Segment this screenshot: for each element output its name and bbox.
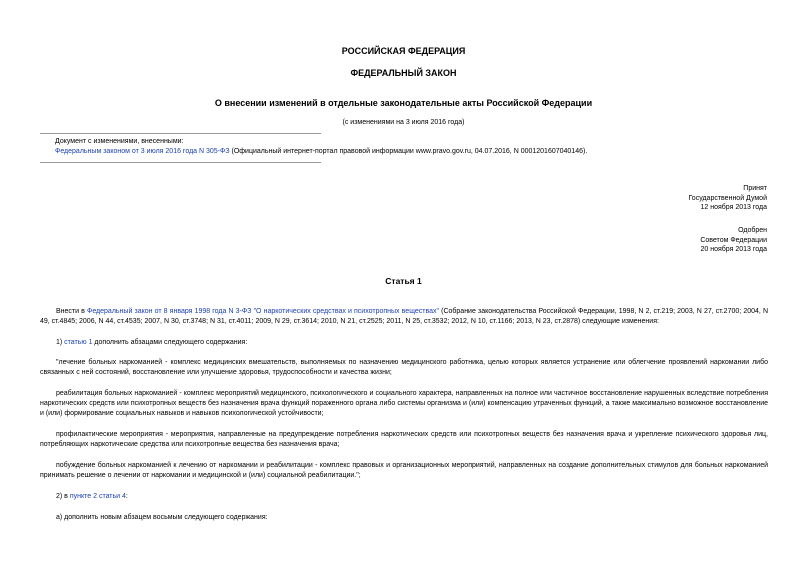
changes-label: Документ с изменениями, внесенными: xyxy=(55,138,184,145)
adopted-date: 12 ноября 2013 года xyxy=(700,204,767,211)
adopted-body: Государственной Думой xyxy=(688,194,767,202)
changes-top-rule xyxy=(40,133,321,134)
law-type-heading: ФЕДЕРАЛЬНЫЙ ЗАКОН xyxy=(350,68,457,78)
narcotics-law-link[interactable]: Федеральный закон от 8 января 1998 года N 3-ФЗ "О наркотических средствах и психотропных веществах" xyxy=(87,308,439,315)
definition-motivation: побуждение больных наркоманией к лечению от наркомании и реабилитации - комплекс правовых и организационных мероприятий, направленных на создание дополнительных стимулов для больных наркоманией принимать решение о лечении от наркомании и медицинской и (или) социальной реабилитации."; xyxy=(40,462,768,480)
article-paragraph-1 xyxy=(40,307,768,327)
item-1 xyxy=(40,338,768,348)
article-heading: Статья 1 xyxy=(385,276,422,286)
document-title: О внесении изменений в отдельные законодательные акты Российской Федерации xyxy=(214,98,593,108)
p1-rest: (Собрание законодательства Российской Федерации, 1998, N 2, ст.219; 2003, N 27, ст.2700; 2004, N 49, ст.4845; 2006, N 44, ст.4535; 2007, N 30, ст.3748; N 31, ст.4011; 2009, N 29, ст.3614; 2010, N 21, ст.2525; 2011, N 25, ст.3532; 2012, N 10, ст.1166; 2013, N 23, ст.2878) следующие изменения: xyxy=(40,308,769,326)
item1-number: 1) xyxy=(56,339,65,346)
approved-date: 20 ноября 2013 года xyxy=(700,246,767,253)
p1-intro: Внести в xyxy=(56,308,87,315)
adopted-label: Принят xyxy=(743,185,767,192)
item-2 xyxy=(40,492,768,502)
approved-body: Советом Федерации xyxy=(700,236,767,244)
amendment-note: (с изменениями на 3 июля 2016 года) xyxy=(342,119,465,126)
approved-label: Одобрен xyxy=(738,227,767,234)
changes-source-line xyxy=(55,147,795,157)
item2-text: : xyxy=(125,493,128,500)
changes-bottom-rule xyxy=(40,162,321,163)
item1-text: дополнить абзацами следующего содержания: xyxy=(92,339,248,346)
changes-source-text: (Официальный интернет-портал правовой информации www.pravo.gov.ru, 04.07.2016, N 0001201607040146). xyxy=(229,148,588,155)
definition-rehabilitation: реабилитация больных наркоманией - комплекс мероприятий медицинского, психологического и социального характера, направленных на полное или частичное восстановление нарушенных вследствие потребления наркотических средств или психотропных веществ без назначения врача функций пораженного органа либо системы организма и (или) компенсацию утраченных функций, а также максимально возможное восстановление и (или) формирование социальных навыков и навыков психологической устойчивости; xyxy=(40,390,768,418)
definition-prevention: профилактические мероприятия - мероприятия, направленные на предупреждение потребления наркотических средств или психотропных веществ без назначения врача и укрепление психического здоровья лиц, потребляющих наркотические средства или психотропные вещества без назначения врача; xyxy=(40,431,768,449)
amending-law-link[interactable]: Федеральным законом от 3 июля 2016 года N 305-ФЗ xyxy=(55,148,230,155)
country-heading: РОССИЙСКАЯ ФЕДЕРАЦИЯ xyxy=(341,46,466,56)
adoption-block xyxy=(688,184,767,213)
article-1-link[interactable]: статью 1 xyxy=(64,339,93,346)
item-2a: а) дополнить новым абзацем восьмым следующего содержания: xyxy=(56,514,268,521)
item2-number: 2) в xyxy=(56,493,70,500)
article-4-point-2-link[interactable]: пункте 2 статьи 4 xyxy=(69,493,126,500)
definition-treatment: "лечение больных наркоманией - комплекс медицинских вмешательств, выполняемых по назначению медицинского работника, целью которых является устранение или облегчение проявлений наркомании либо связанных с ней состояний, восстановление или улучшение здоровья, трудоспособности и качества жизни; xyxy=(40,359,768,377)
approval-block xyxy=(700,226,767,255)
